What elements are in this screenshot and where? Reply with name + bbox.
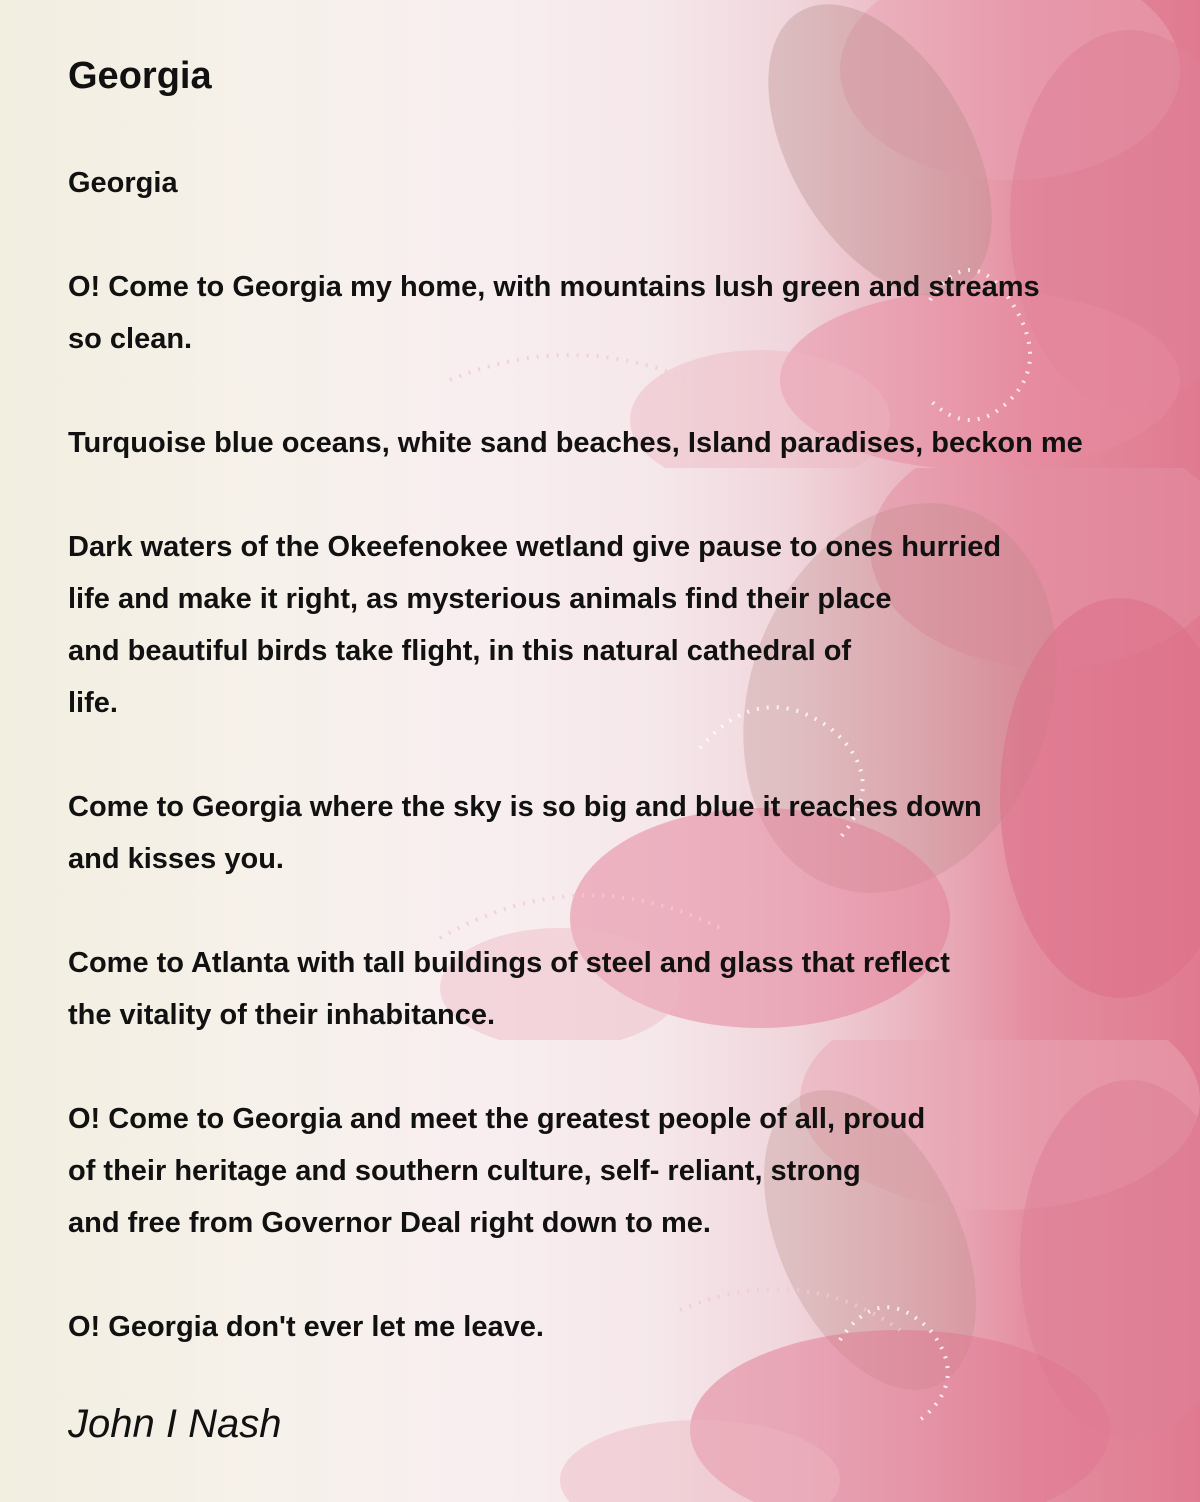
poem-line: life and make it right, as mysterious animals find their place bbox=[68, 583, 892, 615]
poem-line: Come to Georgia where the sky is so big and blue it reaches down bbox=[68, 791, 982, 823]
poem-stanza bbox=[68, 781, 1200, 885]
poem-line: O! Come to Georgia and meet the greatest people of all, proud bbox=[68, 1103, 926, 1135]
poem-line: O! Georgia don't ever let me leave. bbox=[68, 1311, 544, 1343]
poem-line: Georgia bbox=[68, 167, 178, 199]
poem-line: life. bbox=[68, 687, 118, 719]
poem-stanza bbox=[68, 1093, 1200, 1249]
poem-line: Dark waters of the Okeefenokee wetland give pause to ones hurried bbox=[68, 531, 1002, 563]
poem-line: Turquoise blue oceans, white sand beaches, Island paradises, beckon me bbox=[68, 427, 1083, 459]
poem-line: the vitality of their inhabitance. bbox=[68, 999, 496, 1031]
poem-stanza bbox=[68, 521, 1200, 729]
poem-stanza bbox=[68, 157, 1200, 209]
poem-stanza bbox=[68, 261, 1200, 365]
poem-stanza bbox=[68, 937, 1200, 1041]
poem-line: and kisses you. bbox=[68, 843, 284, 875]
poem-line: of their heritage and southern culture, self- reliant, strong bbox=[68, 1155, 861, 1187]
poem-stanza bbox=[68, 1301, 1200, 1353]
poem-body bbox=[68, 157, 1200, 1405]
poem-stanza bbox=[68, 417, 1200, 469]
poem-author: John I Nash bbox=[68, 1402, 282, 1446]
poem-line: and beautiful birds take flight, in this natural cathedral of bbox=[68, 635, 852, 667]
poem-line: and free from Governor Deal right down to me. bbox=[68, 1207, 711, 1239]
poem-line: so clean. bbox=[68, 323, 193, 355]
poem-title: Georgia bbox=[68, 55, 212, 97]
poem-line: O! Come to Georgia my home, with mountains lush green and streams bbox=[68, 271, 1040, 303]
poem-line: Come to Atlanta with tall buildings of steel and glass that reflect bbox=[68, 947, 950, 979]
poem-card bbox=[68, 0, 1200, 1502]
